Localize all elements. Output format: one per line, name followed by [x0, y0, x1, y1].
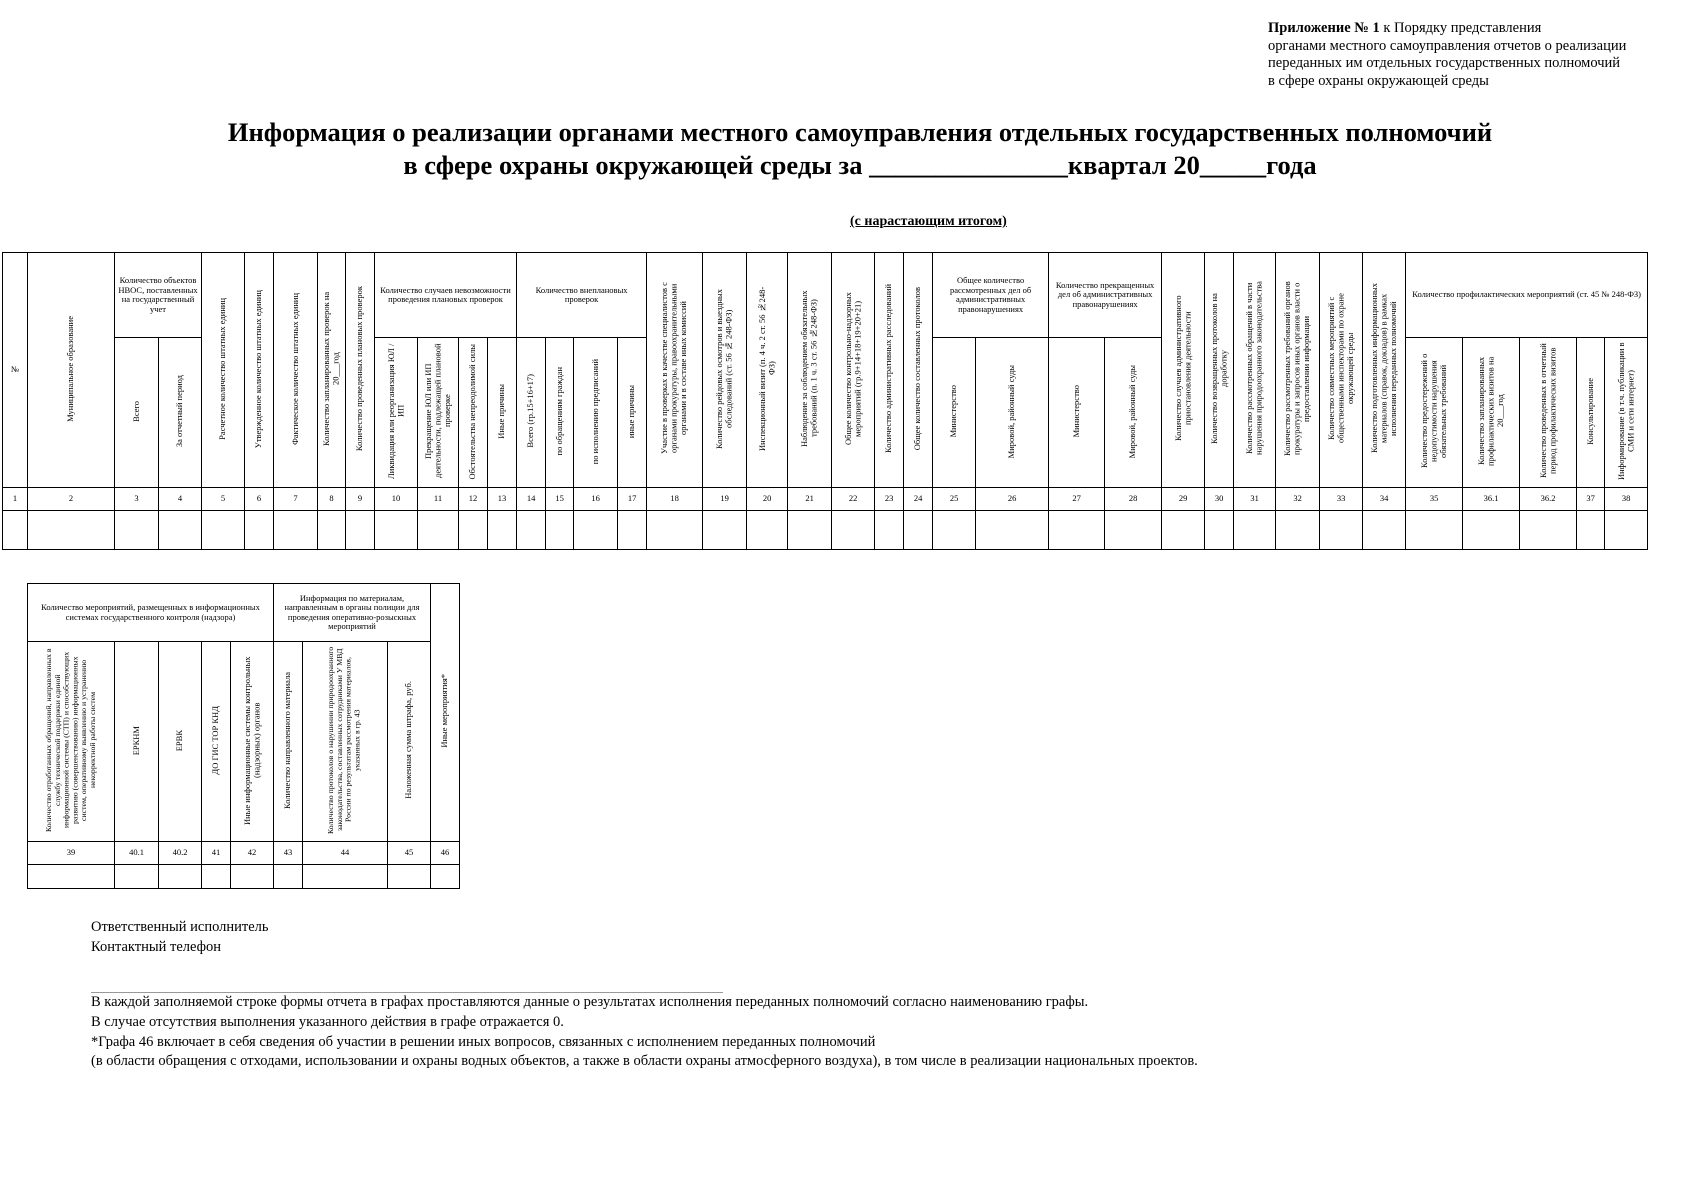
- col-actual-staff: Фактическое количество штатных единиц: [289, 292, 300, 445]
- table1-input-cell[interactable]: [1162, 511, 1205, 550]
- table1-input-cell[interactable]: [1276, 511, 1320, 550]
- table1-input-cell[interactable]: [647, 511, 703, 550]
- table1-number-cell: 24: [904, 488, 933, 511]
- appendix-text-2: органами местного самоуправления отчетов о реализации: [1268, 37, 1627, 54]
- table1-number-cell: 14: [517, 488, 546, 511]
- table2-number-cell: 46: [431, 842, 460, 865]
- table2-number-cell: 40.1: [115, 842, 159, 865]
- col-protocols: Общее количество составленных протоколов: [912, 287, 923, 451]
- col-unplanned-total: Всего (гр.15+16+17): [525, 374, 536, 449]
- document-title: [150, 116, 1570, 182]
- table1-input-cell[interactable]: [1205, 511, 1234, 550]
- table1-input-cell[interactable]: [1605, 511, 1648, 550]
- table1-number-cell: 36.1: [1463, 488, 1520, 511]
- table1-number-cell: 6: [245, 488, 274, 511]
- col-done-planned: Количество проведенных плановых проверок: [354, 286, 365, 452]
- col-erknm: ЕРКНМ: [130, 725, 141, 755]
- col-prepared: Количество подготовленных информационных материалов (справок, докладов) в рамках исполнения переданных полномочий: [1368, 283, 1398, 454]
- table1-number-cell: 37: [1577, 488, 1605, 511]
- col-ervk: ЕРВК: [174, 729, 185, 751]
- col-nvos-group: Количество объектов НВОС, поставленных на государственный учет: [115, 253, 202, 338]
- col-stop-activity: Прекращение ЮЛ или ИП деятельности, подлежащей плановой проверке: [422, 343, 452, 479]
- table1-number-cell: 10: [375, 488, 418, 511]
- table1-number-cell: 31: [1234, 488, 1276, 511]
- table1-number-cell: 29: [1162, 488, 1205, 511]
- footnote-4: (в области обращения с отходами, использовании и охраны водных объектов, а также в области охраны атмосферного воздуха), в том числе в реализации национальных проектов.: [91, 1053, 1198, 1070]
- col-events-group: Количество мероприятий, размещенных в информационных системах государственного контроля (надзора): [28, 584, 274, 642]
- column-numbers-row: [3, 488, 1648, 511]
- table1-number-cell: 19: [703, 488, 747, 511]
- table1-input-cell[interactable]: [1105, 511, 1162, 550]
- table1-input-cell[interactable]: [1363, 511, 1406, 550]
- col-planned-inspections: Количество запланированных проверок на 20___год: [321, 291, 341, 446]
- table1-input-cell[interactable]: [115, 511, 159, 550]
- col-fines: Наложенная сумма штрафа, руб.: [403, 681, 414, 800]
- table1-input-cell[interactable]: [1577, 511, 1605, 550]
- table2-number-cell: 39: [28, 842, 115, 865]
- col-adm-invest: Количество административных расследований: [883, 284, 894, 454]
- col-other-events: Иные мероприятия*: [439, 674, 450, 749]
- col-participation: Участие в проверках в качестве специалистов с органами прокуратуры, правоохранительными органами и в составе иных комиссий: [659, 282, 689, 455]
- table1-input-cell[interactable]: [703, 511, 747, 550]
- table1-input-cell[interactable]: [3, 511, 28, 550]
- col-consulting: Консультирование: [1584, 377, 1595, 445]
- table1-input-cell[interactable]: [1049, 511, 1105, 550]
- table2-number-cell: 41: [202, 842, 231, 865]
- table1-number-cell: 35: [1406, 488, 1463, 511]
- footnote-1: В каждой заполняемой строке формы отчета в графах проставляются данные о результатах исполнения переданных полномочий согласно наименованию графы.: [91, 994, 1089, 1010]
- table1-number-cell: 8: [318, 488, 346, 511]
- table1-number-cell: 21: [788, 488, 832, 511]
- appendix-text-1: к Порядку представления: [1379, 20, 1542, 36]
- table1-input-cell[interactable]: [318, 511, 346, 550]
- col-cases-courts: Мировой, районный суды: [1006, 364, 1017, 458]
- col-joint: Количество совместных мероприятий с общественными инспекторами по охране окружающей среды: [1325, 293, 1355, 444]
- table1-number-cell: 28: [1105, 488, 1162, 511]
- table1-number-cell: 23: [875, 488, 904, 511]
- table1-input-cell[interactable]: [459, 511, 488, 550]
- title-line-1: Информация о реализации органами местного самоуправления отдельных государственных полномочий: [227, 117, 1493, 147]
- col-approved-staff: Утвержденное количество штатных единиц: [253, 289, 264, 448]
- table2-input-cell[interactable]: [159, 865, 202, 889]
- col-warnings: Количество предостережений о недопустимости нарушения обязательных требований: [1418, 354, 1448, 469]
- col-observe: Наблюдение за соблюдением обязательных требований (п. 1 ч. 3 ст. 56 №248-ФЗ): [799, 290, 819, 448]
- table1-input-cell[interactable]: [933, 511, 976, 550]
- col-informing: Информирование (в т.ч. публикации в СМИ и сети интернет): [1615, 342, 1636, 481]
- col-unplanned-group: Количество внеплановых проверок: [517, 253, 647, 338]
- table2-input-cell[interactable]: [28, 865, 115, 889]
- col-impossible-group: Количество случаев невозможности проведения плановых проверок: [375, 253, 517, 338]
- table1-number-cell: 7: [274, 488, 318, 511]
- col-returned: Количество возвращенных протоколов на доработку: [1208, 293, 1229, 445]
- col-cases-total-group: Общее количество рассмотренных дел об административных правонарушениях: [933, 253, 1049, 338]
- table1-number-cell: 17: [618, 488, 647, 511]
- table1-input-cell[interactable]: [747, 511, 788, 550]
- col-police-group: Информация по материалам, направленным в органы полиции для проведения оперативно-розыскных мероприятий: [274, 584, 431, 642]
- responsible-executor: Ответственный исполнитель: [91, 919, 269, 935]
- table2-number-cell: 40.2: [159, 842, 202, 865]
- footnote-2: В случае отсутствия выполнения указанного действия в графе отражается 0.: [91, 1013, 564, 1030]
- table2-number-cell: 44: [303, 842, 388, 865]
- col-prevention-group: Количество профилактических мероприятий (ст. 45 № 248-ФЗ): [1406, 253, 1648, 338]
- table1-input-cell[interactable]: [159, 511, 202, 550]
- table1-number-cell: 22: [832, 488, 875, 511]
- table1-input-cell[interactable]: [1320, 511, 1363, 550]
- table1-input-cell[interactable]: [976, 511, 1049, 550]
- col-calc-staff: Расчетное количество штатных единиц: [217, 297, 228, 440]
- table1-number-cell: 33: [1320, 488, 1363, 511]
- table1-number-cell: 30: [1205, 488, 1234, 511]
- table1-input-cell[interactable]: [346, 511, 375, 550]
- col-sent-requests: Количество отработанных обращений, направленных в службу технической поддержки единой информационной системы (СТП) и способствующих развитию (совершенствованию) информационных систем, оперативному выявлению и устранению некорректной работы систем: [43, 648, 97, 833]
- col-prev-done: Количество проведенных в отчетный период профилактических визитов: [1537, 343, 1558, 479]
- col-nvos-period: За отчетный период: [174, 375, 185, 448]
- table1-input-cell[interactable]: [488, 511, 517, 550]
- table1-input-cell[interactable]: [618, 511, 647, 550]
- table1-number-cell: 34: [1363, 488, 1406, 511]
- table2-input-cell[interactable]: [202, 865, 231, 889]
- table1-input-cell[interactable]: [245, 511, 274, 550]
- responsible-block: [91, 917, 269, 957]
- table1-number-cell: 38: [1605, 488, 1648, 511]
- table1-input-cell[interactable]: [418, 511, 459, 550]
- col-number: №: [3, 253, 28, 488]
- table1-input-cell[interactable]: [1406, 511, 1463, 550]
- table1-number-cell: 27: [1049, 488, 1105, 511]
- table1-number-cell: 18: [647, 488, 703, 511]
- table1-number-cell: 25: [933, 488, 976, 511]
- table1-number-cell: 36.2: [1520, 488, 1577, 511]
- table1-number-cell: 4: [159, 488, 202, 511]
- footnote-3: *Графа 46 включает в себя сведения об участии в решении иных вопросов, связанных с исполнением переданных полномочий: [91, 1033, 876, 1050]
- table1-number-cell: 2: [28, 488, 115, 511]
- table1-input-cell[interactable]: [1463, 511, 1520, 550]
- table2-number-cell: 43: [274, 842, 303, 865]
- table1-number-cell: 9: [346, 488, 375, 511]
- col-control-total: Общее количество контрольно-надзорных мероприятий (гр.9+14+18+19+20+21): [842, 292, 863, 446]
- table2-number-cell: 45: [388, 842, 431, 865]
- appendix-note: [1268, 20, 1688, 90]
- col-appeals: Количество рассмотренных обращений в части нарушения природоохранного законодательства: [1244, 281, 1264, 456]
- table1-number-cell: 15: [546, 488, 574, 511]
- data-entry-row-2: [28, 865, 460, 889]
- col-stopped-ministry: Министерство: [1070, 385, 1081, 438]
- column-numbers-row-2: [28, 842, 460, 865]
- col-orders: по исполнению предписаний: [589, 358, 600, 464]
- table1-input-cell[interactable]: [1520, 511, 1577, 550]
- table1-input-cell[interactable]: [28, 511, 115, 550]
- table1-number-cell: 20: [747, 488, 788, 511]
- table1-input-cell[interactable]: [546, 511, 574, 550]
- table2-input-cell[interactable]: [274, 865, 303, 889]
- table1-input-cell[interactable]: [832, 511, 875, 550]
- col-other-systems: Иные информационные системы контрольных (надзорных) органов: [241, 655, 261, 825]
- table2-input-cell[interactable]: [303, 865, 388, 889]
- col-suspend: Количество случаев административного приостановления деятельности: [1172, 295, 1193, 442]
- footnotes: [91, 993, 1651, 1072]
- table1-input-cell[interactable]: [274, 511, 318, 550]
- col-force-majeure: Обстоятельства непреодолимой силы: [467, 343, 478, 479]
- table1-number-cell: 16: [574, 488, 618, 511]
- col-nvos-total: Всего: [130, 400, 141, 422]
- appendix-text-3: переданных им отдельных государственных полномочий: [1268, 55, 1621, 71]
- table1-input-cell[interactable]: [1234, 511, 1276, 550]
- table2-input-cell[interactable]: [115, 865, 159, 889]
- col-raids: Количество рейдовых осмотров и выездных обследований (ст. 56 № 248-ФЗ): [714, 288, 734, 449]
- table2-input-cell[interactable]: [388, 865, 431, 889]
- table1-number-cell: 12: [459, 488, 488, 511]
- table1-number-cell: 13: [488, 488, 517, 511]
- col-municipality: Муниципальное образование: [65, 315, 76, 422]
- table1-number-cell: 5: [202, 488, 245, 511]
- table1-input-cell[interactable]: [875, 511, 904, 550]
- table1-input-cell[interactable]: [574, 511, 618, 550]
- table1-input-cell[interactable]: [517, 511, 546, 550]
- table1-number-cell: 32: [1276, 488, 1320, 511]
- col-stopped-courts: Мировой, районный суды: [1127, 364, 1138, 458]
- data-entry-row: [3, 511, 1648, 550]
- table1-input-cell[interactable]: [788, 511, 832, 550]
- col-mvd-protocols: Количество протоколов о нарушении природоохранного законодательства, составленных сотрудниками У МВД России по результатам рассмотрения материалов, указанных в гр. 43: [326, 646, 362, 834]
- col-prev-planned: Количество запланированных профилактических визитов на 20___год: [1475, 356, 1505, 466]
- col-gis-tor-knd: ДО ГИС ТОР КНД: [210, 705, 221, 775]
- table2-input-cell[interactable]: [231, 865, 274, 889]
- col-visit: Инспекционный визит (п. 4 ч. 2 ст. 56 №248-ФЗ): [756, 286, 777, 451]
- col-other-reasons-1: Иные причины: [496, 383, 507, 439]
- table2-number-cell: 42: [231, 842, 274, 865]
- table1-number-cell: 11: [418, 488, 459, 511]
- appendix-label: Приложение № 1: [1268, 20, 1380, 36]
- col-citizens: по обращениям граждан: [553, 367, 564, 456]
- col-cases-ministry: Министерство: [948, 385, 959, 438]
- table1-input-cell[interactable]: [202, 511, 245, 550]
- main-report-table: [2, 252, 1648, 550]
- table1-number-cell: 1: [3, 488, 28, 511]
- subtitle: (с нарастающим итогом): [850, 214, 1007, 229]
- col-cases-stopped-group: Количество прекращенных дел об административных правонарушениях: [1049, 253, 1162, 338]
- appendix-text-4: в сфере охраны окружающей среды: [1268, 72, 1489, 89]
- table1-input-cell[interactable]: [375, 511, 418, 550]
- secondary-report-table: [27, 583, 460, 889]
- table1-number-cell: 3: [115, 488, 159, 511]
- contact-phone: Контактный телефон: [91, 939, 222, 955]
- col-requests: Количество рассмотренных требований органов прокуратуры и запросов иных органов власти о предоставлении информации: [1282, 281, 1312, 457]
- table2-input-cell[interactable]: [431, 865, 460, 889]
- col-liquidation: Ликвидация или реорганизация ЮЛ / ИП: [385, 343, 406, 479]
- col-police-count: Количество направленного материала: [282, 671, 293, 809]
- table1-number-cell: 26: [976, 488, 1049, 511]
- title-line-2: в сфере охраны окружающей среды за _______________квартал 20_____года: [403, 150, 1317, 180]
- col-other-reasons-2: иные причины: [626, 384, 637, 438]
- table1-input-cell[interactable]: [904, 511, 933, 550]
